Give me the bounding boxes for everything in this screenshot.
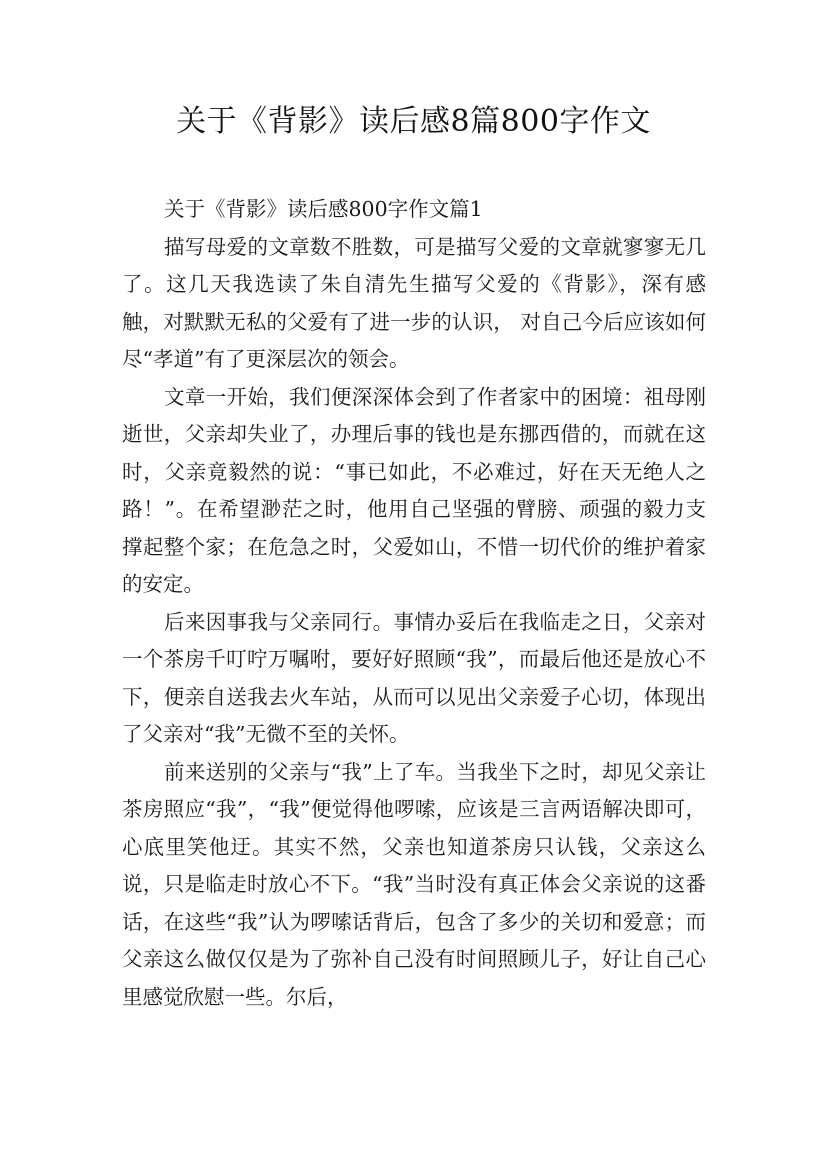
paragraph-3: 后来因事我与父亲同行。事情办妥后在我临走之日，父亲对一个茶房千叮咛万嘱咐，要好好照顾“我”，而最后他还是放心不下，便亲自送我去火车站，从而可以见出父亲爱子心切，体现出了父亲对“我”无微不至的关怀。 (122, 609, 706, 746)
document-body (122, 191, 706, 1016)
paragraph-2: 文章一开始，我们便深深体会到了作者家中的困境：祖母刚逝世，父亲却失业了，办理后事的钱也是东挪西借的，而就在这时，父亲竟毅然的说：“事已如此，不必难过，好在天无绝人之路！”。在希望渺茫之时，他用自己坚强的臂膀、顽强的毅力支撑起整个家；在危急之时，父爱如山，不惜一切代价的维护着家的安定。 (122, 384, 706, 596)
paragraph-4: 前来送别的父亲与“我”上了车。当我坐下之时，却见父亲让茶房照应“我”，“我”便觉得他啰嗦，应该是三言两语解决即可，心底里笑他迂。其实不然，父亲也知道茶房只认钱，父亲这么说，只是临走时放心不下。“我”当时没有真正体会父亲说的这番话，在这些“我”认为啰嗦话背后，包含了多少的关切和爱意；而父亲这么做仅仅是为了弥补自己没有时间照顾儿子，好让自己心里感觉欣慰一些。尔后， (122, 759, 706, 1009)
section-heading: 关于《背影》读后感800字作文篇1 (164, 197, 483, 221)
paragraph-1: 描写母爱的文章数不胜数，可是描写父爱的文章就寥寥无几了。这几天我选读了朱自清先生描写父爱的《背影》，深有感触，对默默无私的父爱有了进一步的认识， 对自己今后应该如何尽“孝道”有了更深层次的领会。 (122, 234, 706, 371)
document-title: 关于《背影》读后感8篇800字作文 (176, 104, 651, 139)
